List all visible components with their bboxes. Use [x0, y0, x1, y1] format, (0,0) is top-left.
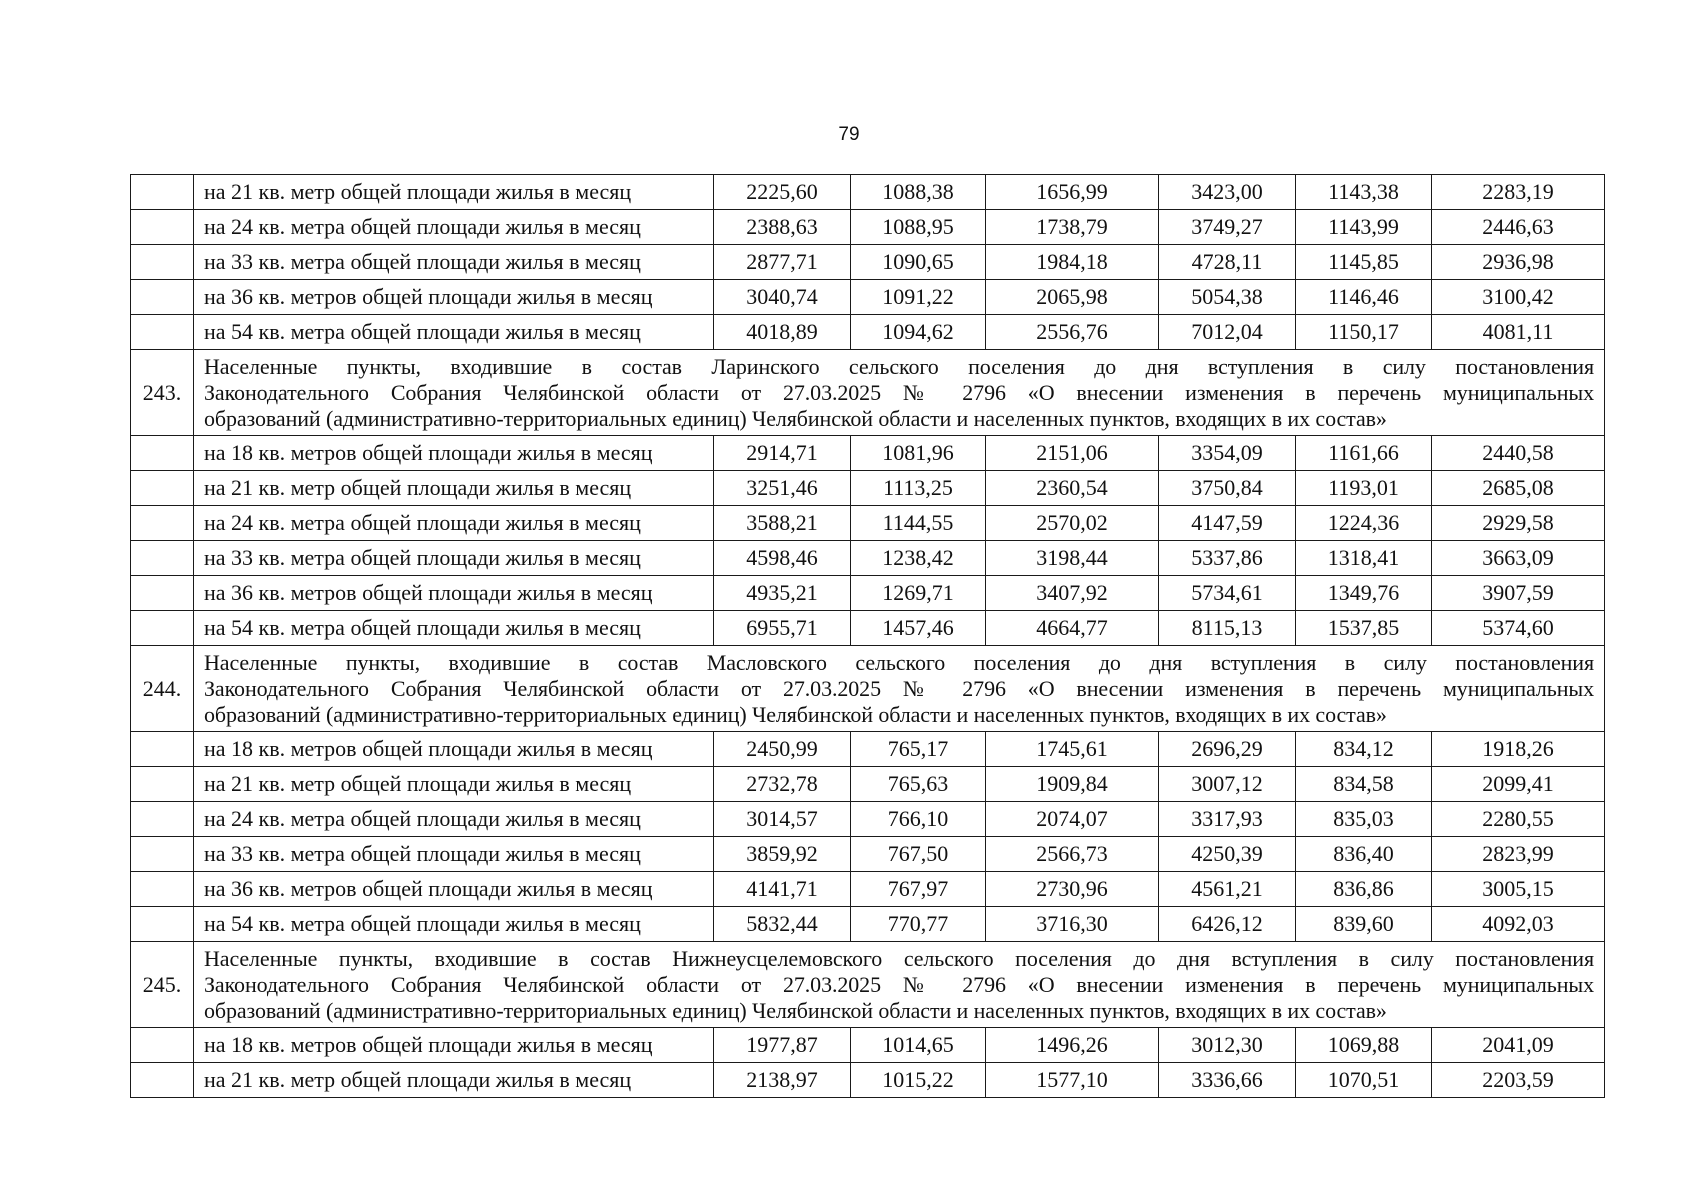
value-cell: 1113,25: [851, 471, 986, 506]
value-cell: 2556,76: [986, 315, 1159, 350]
value-cell: 767,97: [851, 872, 986, 907]
value-cell: 4081,11: [1432, 315, 1605, 350]
row-label: на 33 кв. метра общей площади жилья в месяц: [194, 837, 714, 872]
value-cell: 2446,63: [1432, 210, 1605, 245]
value-cell: 834,12: [1296, 732, 1432, 767]
value-cell: 765,17: [851, 732, 986, 767]
value-cell: 4664,77: [986, 611, 1159, 646]
value-cell: 1745,61: [986, 732, 1159, 767]
section-title-line: Населенные пункты, входившие в состав Ларинского сельского поселения до дня вступления в силу постановления: [204, 353, 1594, 379]
page-number: 79: [838, 124, 860, 145]
value-cell: 1318,41: [1296, 541, 1432, 576]
value-cell: 834,58: [1296, 767, 1432, 802]
value-cell: 2566,73: [986, 837, 1159, 872]
value-cell: 2730,96: [986, 872, 1159, 907]
value-cell: 2877,71: [714, 245, 851, 280]
value-cell: 1150,17: [1296, 315, 1432, 350]
value-cell: 2685,08: [1432, 471, 1605, 506]
value-cell: 1909,84: [986, 767, 1159, 802]
table-row: [131, 907, 1605, 942]
value-cell: 1577,10: [986, 1063, 1159, 1098]
table-body: [131, 175, 1605, 1098]
value-cell: 1088,38: [851, 175, 986, 210]
value-cell: 1269,71: [851, 576, 986, 611]
value-cell: 4598,46: [714, 541, 851, 576]
value-cell: 1977,87: [714, 1028, 851, 1063]
value-cell: 4092,03: [1432, 907, 1605, 942]
value-cell: 3040,74: [714, 280, 851, 315]
value-cell: 2929,58: [1432, 506, 1605, 541]
value-cell: 766,10: [851, 802, 986, 837]
value-cell: 2041,09: [1432, 1028, 1605, 1063]
value-cell: 3336,66: [1159, 1063, 1296, 1098]
value-cell: 1070,51: [1296, 1063, 1432, 1098]
section-title: [194, 646, 1605, 732]
row-label: на 36 кв. метров общей площади жилья в месяц: [194, 872, 714, 907]
value-cell: 2360,54: [986, 471, 1159, 506]
value-cell: 4147,59: [1159, 506, 1296, 541]
value-cell: 767,50: [851, 837, 986, 872]
value-cell: 2450,99: [714, 732, 851, 767]
row-number: [131, 767, 194, 802]
value-cell: 2914,71: [714, 436, 851, 471]
row-number: [131, 436, 194, 471]
row-label: на 21 кв. метр общей площади жилья в месяц: [194, 767, 714, 802]
value-cell: 2225,60: [714, 175, 851, 210]
value-cell: 2388,63: [714, 210, 851, 245]
value-cell: 1656,99: [986, 175, 1159, 210]
value-cell: 3014,57: [714, 802, 851, 837]
value-cell: 2074,07: [986, 802, 1159, 837]
value-cell: 1161,66: [1296, 436, 1432, 471]
value-cell: 770,77: [851, 907, 986, 942]
row-number: [131, 506, 194, 541]
value-cell: 1094,62: [851, 315, 986, 350]
row-number: [131, 732, 194, 767]
value-cell: 5832,44: [714, 907, 851, 942]
value-cell: 3317,93: [1159, 802, 1296, 837]
value-cell: 3012,30: [1159, 1028, 1296, 1063]
table-row: [131, 280, 1605, 315]
value-cell: 1145,85: [1296, 245, 1432, 280]
row-label: на 54 кв. метра общей площади жилья в месяц: [194, 907, 714, 942]
value-cell: 2065,98: [986, 280, 1159, 315]
table-row: [131, 1063, 1605, 1098]
value-cell: 1984,18: [986, 245, 1159, 280]
table-row: [131, 732, 1605, 767]
table-row: [131, 541, 1605, 576]
value-cell: 1918,26: [1432, 732, 1605, 767]
row-label: на 33 кв. метра общей площади жилья в месяц: [194, 245, 714, 280]
value-cell: 8115,13: [1159, 611, 1296, 646]
table-row: [131, 611, 1605, 646]
value-cell: 2696,29: [1159, 732, 1296, 767]
row-label: на 54 кв. метра общей площади жилья в месяц: [194, 611, 714, 646]
row-label: на 24 кв. метра общей площади жилья в месяц: [194, 802, 714, 837]
table-row: [131, 436, 1605, 471]
row-label: на 18 кв. метров общей площади жилья в месяц: [194, 436, 714, 471]
value-cell: 5337,86: [1159, 541, 1296, 576]
value-cell: 2823,99: [1432, 837, 1605, 872]
table-row: [131, 802, 1605, 837]
value-cell: 2283,19: [1432, 175, 1605, 210]
table-row: [131, 245, 1605, 280]
value-cell: 1457,46: [851, 611, 986, 646]
table-row: [131, 315, 1605, 350]
value-cell: 4018,89: [714, 315, 851, 350]
table-row: [131, 767, 1605, 802]
value-cell: 4728,11: [1159, 245, 1296, 280]
value-cell: 1738,79: [986, 210, 1159, 245]
value-cell: 4141,71: [714, 872, 851, 907]
value-cell: 2203,59: [1432, 1063, 1605, 1098]
value-cell: 1144,55: [851, 506, 986, 541]
value-cell: 1349,76: [1296, 576, 1432, 611]
row-label: на 21 кв. метр общей площади жилья в месяц: [194, 471, 714, 506]
value-cell: 1088,95: [851, 210, 986, 245]
value-cell: 765,63: [851, 767, 986, 802]
section-number: 245.: [131, 942, 194, 1028]
value-cell: 3354,09: [1159, 436, 1296, 471]
value-cell: 836,86: [1296, 872, 1432, 907]
value-cell: 1224,36: [1296, 506, 1432, 541]
value-cell: 3005,15: [1432, 872, 1605, 907]
value-cell: 3588,21: [714, 506, 851, 541]
value-cell: 2138,97: [714, 1063, 851, 1098]
row-number: [131, 1063, 194, 1098]
value-cell: 1015,22: [851, 1063, 986, 1098]
row-label: на 54 кв. метра общей площади жилья в месяц: [194, 315, 714, 350]
value-cell: 1238,42: [851, 541, 986, 576]
row-number: [131, 802, 194, 837]
row-number: [131, 280, 194, 315]
value-cell: 5734,61: [1159, 576, 1296, 611]
value-cell: 1081,96: [851, 436, 986, 471]
value-cell: 1496,26: [986, 1028, 1159, 1063]
value-cell: 2151,06: [986, 436, 1159, 471]
section-title-line: Законодательного Собрания Челябинской области от 27.03.2025 № 2796 «О внесении изменения в перечень муниципальных: [204, 675, 1594, 701]
value-cell: 1143,38: [1296, 175, 1432, 210]
value-cell: 2440,58: [1432, 436, 1605, 471]
table-row: [131, 506, 1605, 541]
table-row: [131, 471, 1605, 506]
row-number: [131, 837, 194, 872]
value-cell: 3750,84: [1159, 471, 1296, 506]
value-cell: 2280,55: [1432, 802, 1605, 837]
value-cell: 1090,65: [851, 245, 986, 280]
table-row: [131, 837, 1605, 872]
row-number: [131, 471, 194, 506]
value-cell: 7012,04: [1159, 315, 1296, 350]
row-number: [131, 245, 194, 280]
value-cell: 3716,30: [986, 907, 1159, 942]
section-number: 243.: [131, 350, 194, 436]
row-number: [131, 907, 194, 942]
value-cell: 2570,02: [986, 506, 1159, 541]
table-row: [131, 576, 1605, 611]
value-cell: 3749,27: [1159, 210, 1296, 245]
row-number: [131, 210, 194, 245]
row-number: [131, 541, 194, 576]
section-title-line: Законодательного Собрания Челябинской области от 27.03.2025 № 2796 «О внесении изменения в перечень муниципальных: [204, 379, 1594, 405]
value-cell: 1143,99: [1296, 210, 1432, 245]
row-label: на 24 кв. метра общей площади жилья в месяц: [194, 210, 714, 245]
section-header-row: [131, 350, 1605, 436]
value-cell: 3859,92: [714, 837, 851, 872]
value-cell: 3007,12: [1159, 767, 1296, 802]
value-cell: 3407,92: [986, 576, 1159, 611]
value-cell: 1091,22: [851, 280, 986, 315]
value-cell: 1146,46: [1296, 280, 1432, 315]
section-title-line: образований (административно-территориальных единиц) Челябинской области и населенных пунктов, входящих в их состав»: [204, 405, 1387, 431]
section-title-line: образований (административно-территориальных единиц) Челябинской области и населенных пунктов, входящих в их состав»: [204, 701, 1387, 727]
value-cell: 5374,60: [1432, 611, 1605, 646]
value-cell: 6426,12: [1159, 907, 1296, 942]
section-number: 244.: [131, 646, 194, 732]
value-cell: 835,03: [1296, 802, 1432, 837]
value-cell: 3100,42: [1432, 280, 1605, 315]
row-label: на 36 кв. метров общей площади жилья в месяц: [194, 280, 714, 315]
value-cell: 5054,38: [1159, 280, 1296, 315]
row-label: на 21 кв. метр общей площади жилья в месяц: [194, 1063, 714, 1098]
value-cell: 2732,78: [714, 767, 851, 802]
row-label: на 33 кв. метра общей площади жилья в месяц: [194, 541, 714, 576]
section-header-row: [131, 646, 1605, 732]
table-row: [131, 175, 1605, 210]
row-label: на 18 кв. метров общей площади жилья в месяц: [194, 732, 714, 767]
value-cell: 3907,59: [1432, 576, 1605, 611]
value-cell: 3663,09: [1432, 541, 1605, 576]
table-row: [131, 210, 1605, 245]
section-title: [194, 350, 1605, 436]
value-cell: 1193,01: [1296, 471, 1432, 506]
row-label: на 24 кв. метра общей площади жилья в месяц: [194, 506, 714, 541]
value-cell: 4250,39: [1159, 837, 1296, 872]
section-title-line: Законодательного Собрания Челябинской области от 27.03.2025 № 2796 «О внесении изменения в перечень муниципальных: [204, 971, 1594, 997]
value-cell: 2936,98: [1432, 245, 1605, 280]
section-title-line: Населенные пункты, входившие в состав Нижнеусцелемовского сельского поселения до дня вступления в силу постановления: [204, 945, 1594, 971]
value-cell: 3198,44: [986, 541, 1159, 576]
value-cell: 4935,21: [714, 576, 851, 611]
row-number: [131, 315, 194, 350]
section-title-line: Населенные пункты, входившие в состав Масловского сельского поселения до дня вступления в силу постановления: [204, 649, 1594, 675]
value-cell: 836,40: [1296, 837, 1432, 872]
row-number: [131, 872, 194, 907]
row-label: на 18 кв. метров общей площади жилья в месяц: [194, 1028, 714, 1063]
value-cell: 1069,88: [1296, 1028, 1432, 1063]
value-cell: 3251,46: [714, 471, 851, 506]
row-label: на 36 кв. метров общей площади жилья в месяц: [194, 576, 714, 611]
value-cell: 839,60: [1296, 907, 1432, 942]
tariff-table: [130, 174, 1605, 1098]
row-label: на 21 кв. метр общей площади жилья в месяц: [194, 175, 714, 210]
section-title: [194, 942, 1605, 1028]
value-cell: 3423,00: [1159, 175, 1296, 210]
value-cell: 2099,41: [1432, 767, 1605, 802]
table-row: [131, 872, 1605, 907]
value-cell: 1014,65: [851, 1028, 986, 1063]
value-cell: 6955,71: [714, 611, 851, 646]
row-number: [131, 611, 194, 646]
value-cell: 4561,21: [1159, 872, 1296, 907]
table-row: [131, 1028, 1605, 1063]
section-header-row: [131, 942, 1605, 1028]
section-title-line: образований (административно-территориальных единиц) Челябинской области и населенных пунктов, входящих в их состав»: [204, 997, 1387, 1023]
value-cell: 1537,85: [1296, 611, 1432, 646]
row-number: [131, 1028, 194, 1063]
row-number: [131, 576, 194, 611]
row-number: [131, 175, 194, 210]
